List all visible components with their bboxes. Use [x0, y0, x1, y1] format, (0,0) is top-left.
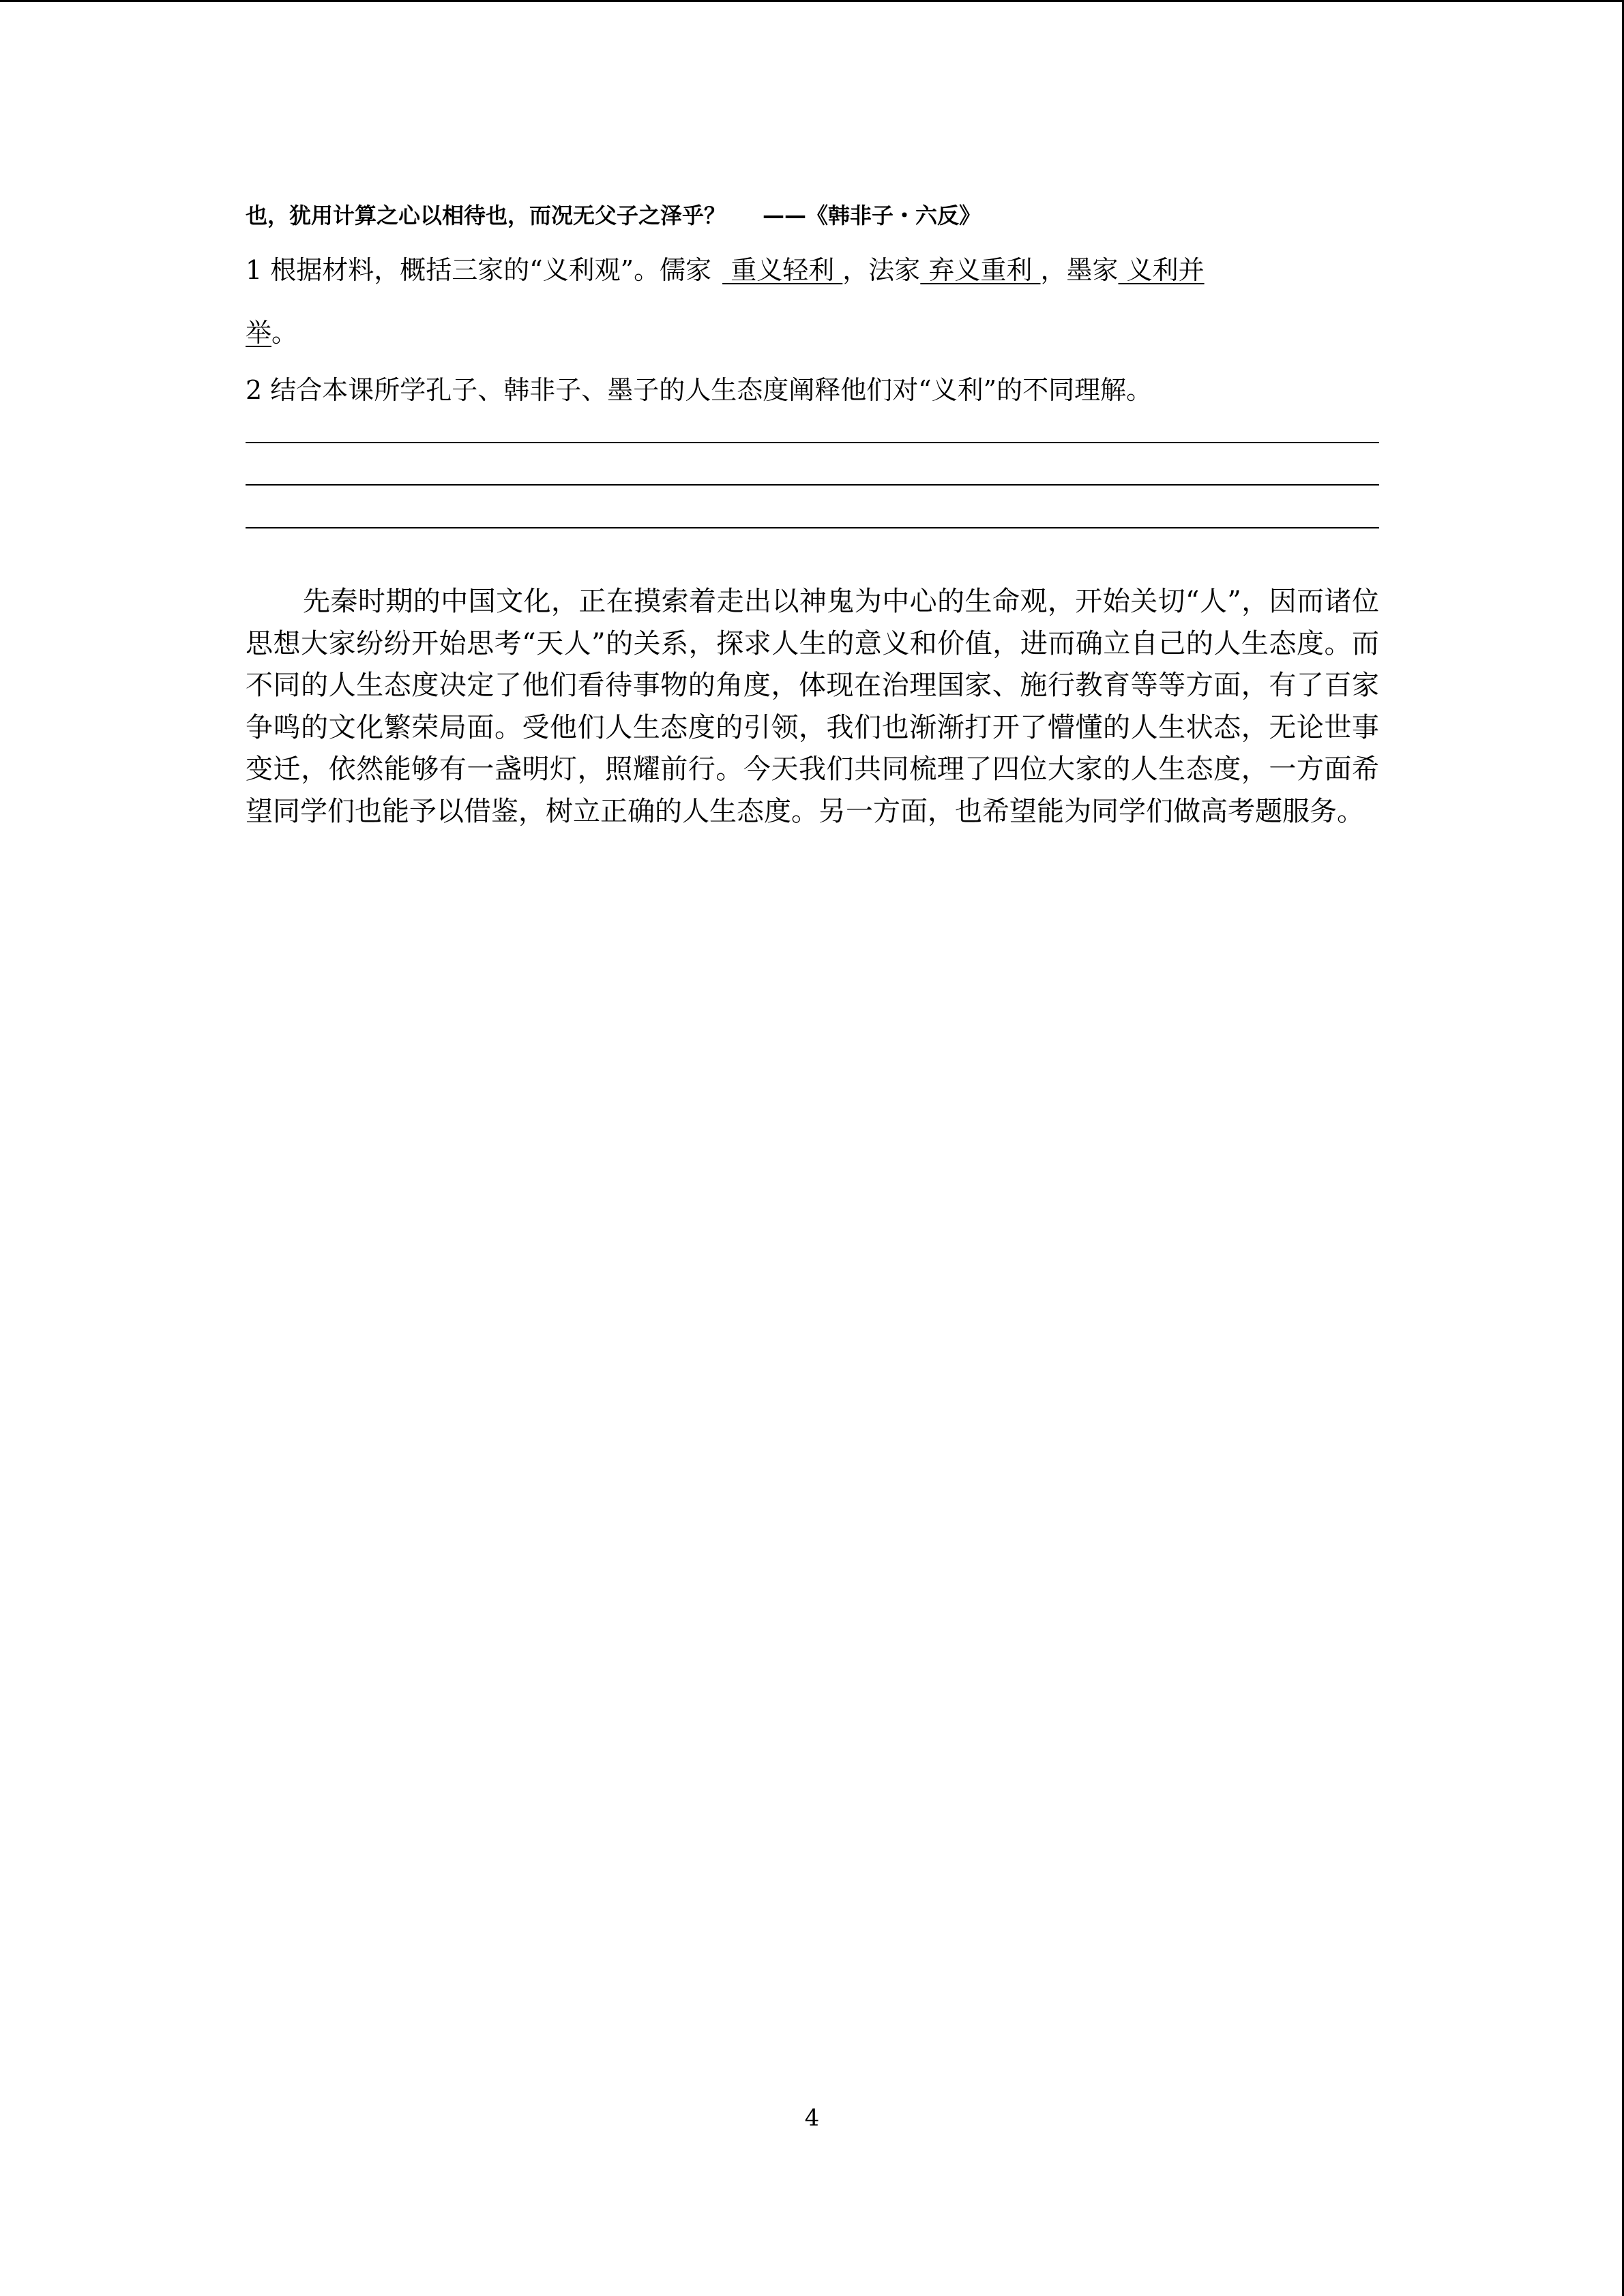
answer-line	[246, 484, 1379, 486]
question-1-continuation	[246, 316, 297, 349]
quote-text: 也，犹用计算之心以相待也，而况无父子之泽乎？	[246, 203, 726, 228]
fa-answer-blank: 弃义重利	[920, 255, 1041, 285]
conclusion-paragraph: 先秦时期的中国文化，正在摸索着走出以神鬼为中心的生命观，开始关切“人”，因而诸位思想大家纷纷开始思考“天人”的关系，探求人生的意义和价值，进而确立自己的人生态度。而不同的人生态度决定了他们看待事物的角度，体现在治理国家、施行教育等等方面，有了百家争鸣的文化繁荣局面。受他们人生态度的引领，我们也渐渐打开了懵懂的人生状态，无论世事变迁，依然能够有一盏明灯，照耀前行。今天我们共同梳理了四位大家的人生态度，一方面希望同学们也能予以借鉴，树立正确的人生态度。另一方面，也希望能为同学们做高考题服务。	[246, 586, 1379, 827]
answer-line	[246, 527, 1379, 528]
question-1	[246, 254, 1379, 286]
fa-label: ，法家	[842, 255, 921, 285]
answer-line	[246, 442, 1379, 443]
mo-label: ，墨家	[1040, 255, 1119, 285]
question-1-end: 。	[271, 318, 298, 348]
quote-line	[246, 199, 981, 232]
question-1-prefix: 1 根据材料，概括三家的“义利观”。儒家	[246, 255, 712, 285]
mo-answer-blank-end: 举	[246, 318, 272, 348]
page-number: 4	[804, 2104, 820, 2132]
mo-answer-blank: 义利并	[1118, 255, 1205, 285]
question-2: 2 结合本课所学孔子、韩非子、墨子的人生态度阐释他们对“义利”的不同理解。	[246, 375, 1153, 405]
ru-answer-blank: 重义轻利	[722, 255, 843, 285]
quote-source: ——《韩非子・六反》	[763, 203, 981, 228]
